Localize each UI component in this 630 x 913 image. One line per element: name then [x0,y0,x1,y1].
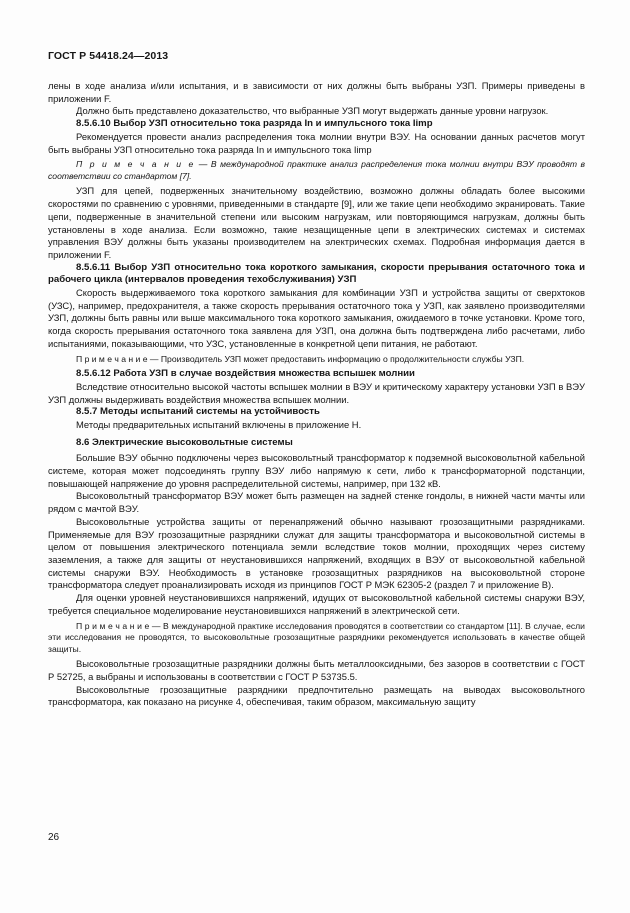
paragraph: Высоковольтные грозозащитные разрядники должны быть металлооксидными, без зазоров в соответствии с ГОСТ Р 52725, а выбраны и использованы в соответствии с ГОСТ Р 53735.5. [48,658,585,682]
note [48,621,585,656]
section-heading: 8.5.6.12 Работа УЗП в случае воздействия множества вспышек молнии [76,368,415,380]
note-label: П р и м е ч а н и е [76,353,148,364]
document-body [48,80,585,709]
paragraph: Для оценки уровней неустановившихся напряжений, идущих от высоковольтной кабельной системы снаружи ВЭУ, требуется специальное моделирование неустановившихся напряжений в электрической сети. [48,592,585,616]
page-number: 26 [48,832,60,843]
paragraph: Рекомендуется провести анализ распределения тока молнии внутри ВЭУ. На основании данных расчетов могут быть выбраны УЗП относительно тока разряда In и импульсного тока Iimp [48,130,585,155]
note-label: П р и м е ч а н и е [76,159,196,170]
note-text: — В международной практике анализ распределения тока молнии внутри ВЭУ проводят в соответствии со стандартом [7]. [48,159,586,181]
section-heading: 8.6 Электрические высоковольтные системы [76,436,293,448]
paragraph: УЗП для цепей, подверженных значительному воздействию, возможно должны обладать более высокими скоростями по сравнению с уровнями, приведенными в стандарте [9], или же такие цепи необходимо экранировать. Такие цепи, подверженные в значительной степени или высоким нагрузкам, или повторяющимся нагрузкам, должны быть установлены в ходе анализа. Если возможно, такие незащищенные цепи в электрических системах и системах управления ВЭУ должны быть указаны производителем на электрических схемах. Подробная информация дается в приложении F. [48,185,585,260]
paragraph: Большие ВЭУ обычно подключены через высоковольтный трансформатор к подземной высоковольтной кабельной системе, которая может подсоединять группу ВЭУ либо напрямую к сети, либо к трансформаторной подстанции, повышающей напряжение до уровня распределительной системы, например, при 132 кВ. [48,452,585,489]
note-text: — В международной практике исследования проводятся в соответствии со стандартом [11]. В случае, если эти исследования не проводятся, то высоковольтные грозозащитные разрядники рекомендуется использовать в качестве общей защиты. [48,620,585,654]
paragraph: Высоковольтный трансформатор ВЭУ может быть размещен на задней стенке гондолы, в нижней части мачты или рядом с мачтой ВЭУ. [48,490,585,515]
paragraph: Должно быть представлено доказательство, что выбранные УЗП могут выдержать данные уровни нагрузок. [76,105,549,117]
note [48,159,585,182]
paragraph: Высоковольтные устройства защиты от перенапряжений обычно называют грозозащитными разрядниками. Применяемые для ВЭУ грозозащитные разрядники служат для защиты трансформатора и высоковольтной системы в целом от повышения электрического потенциала земли вследствие токов молнии, проходящих через систему заземления, а также для защиты от неустановившихся напряжений, входящих в ВЭУ от высоковольтной кабельной системы снаружи ВЭУ. Необходимость в установке грозозащитных разрядников на высоковольтной стороне трансформатора следует проанализировать исходя из принципов ГОСТ Р МЭК 62305-2 (раздел 7 и приложение В). [48,515,585,591]
section-heading: 8.5.7 Методы испытаний системы на устойчивость [76,406,320,418]
section-heading: 8.5.6.11 Выбор УЗП относительно тока короткого замыкания, скорости прерывания остаточного тока и рабочего цикла (интервалов проведения техобслуживания) УЗП [48,261,585,286]
paragraph: Высоковольтные грозозащитные разрядники предпочтительно размещать на выводах высоковольтного трансформатора, как показано на рисунке 4, обеспечивая, таким образом, максимальную защиту [48,683,585,708]
note-label: П р и м е ч а н и е [76,620,150,631]
paragraph: Скорость выдерживаемого тока короткого замыкания для комбинации УЗП и устройства защиты от сверхтоков (УЗС), например, предохранителя, а также скорость прерывания остаточного тока у УЗП, как заявлено производителями УЗП, должны быть равны или выше максимального тока короткого замыкания, ожидаемого в точке установки. Кроме того, когда скорость прерывания остаточного тока заявлена для УЗП, она должна быть подтверждена либо расчетами, либо испытаниями, показывающими, что УЗС, установленные в конкретной цепи питания, не работают. [48,287,585,349]
note-text: — Производитель УЗП может предоставить информацию о продолжительности службы УЗП. [147,353,525,364]
standard-header: ГОСТ Р 54418.24—2013 [48,50,169,62]
paragraph: Вследствие относительно высокой частоты вспышек молнии в ВЭУ и критическому характеру установки УЗП в ВЭУ УЗП должны выдерживать воздействия множества вспышек молнии. [48,380,585,405]
note [48,354,585,366]
paragraph: Методы предварительных испытаний включены в приложение Н. [76,418,362,430]
paragraph: лены в ходе анализа и/или испытания, и в зависимости от них должны быть выбраны УЗП. Примеры приведены в приложении F. [48,80,585,104]
section-heading: 8.5.6.10 Выбор УЗП относительно тока разряда In и импульсного тока Iimp [76,118,433,130]
